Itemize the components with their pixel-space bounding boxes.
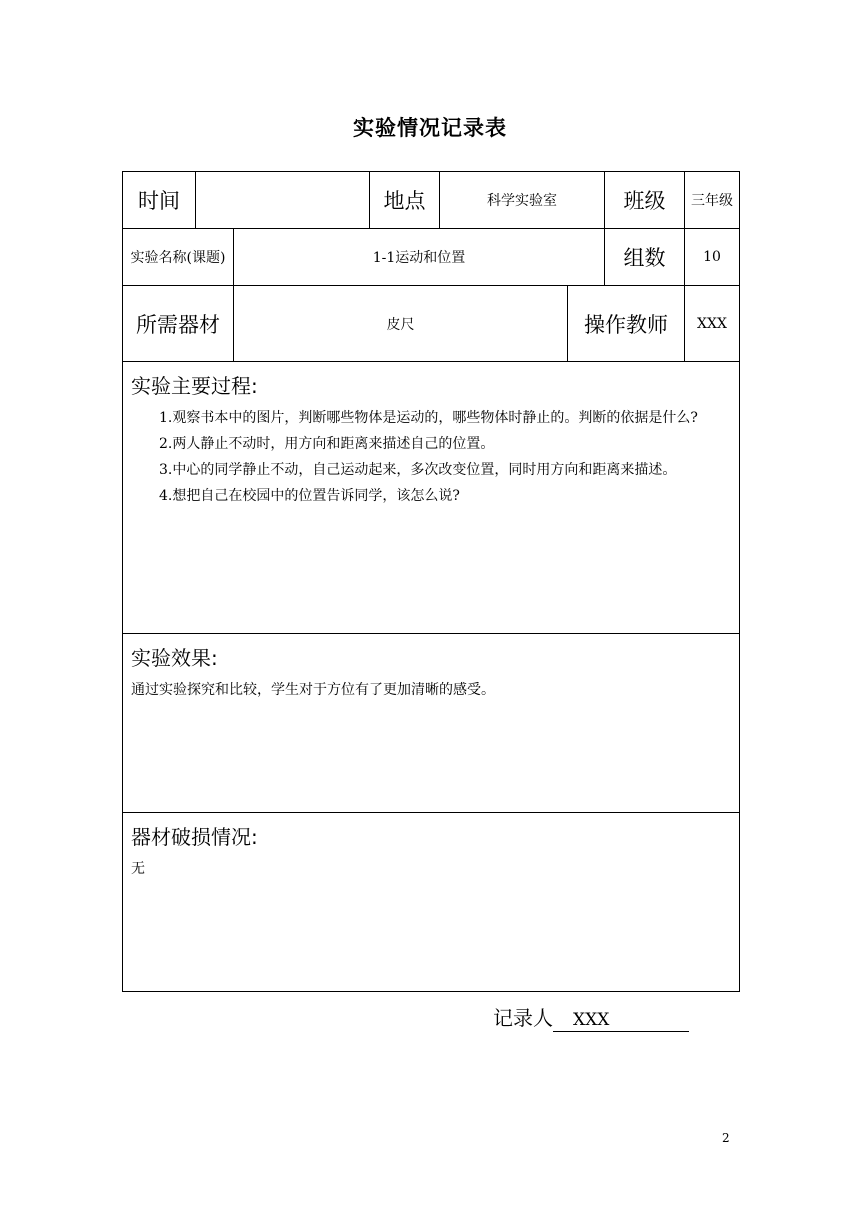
process-section [123,362,740,634]
teacher-value: XXX [685,286,740,362]
recorder-label: 记录人 [493,1006,553,1030]
document-title: 实验情况记录表 [353,116,507,140]
experiment-value: 1-1运动和位置 [234,229,605,286]
equipment-label: 所需器材 [123,286,234,362]
equipment-value: 皮尺 [234,286,568,362]
groups-label: 组数 [605,229,685,286]
damage-text: 无 [131,861,145,877]
table-row-equipment [123,286,740,362]
place-value: 科学实验室 [440,172,605,229]
time-value [196,172,370,229]
experiment-label: 实验名称(课题) [123,229,234,286]
page-number: 2 [722,1131,730,1145]
record-table [122,171,740,992]
class-label: 班级 [605,172,685,229]
class-value: 三年级 [685,172,740,229]
damage-section [123,813,740,992]
table-row-damage [123,813,740,992]
table-row-effect [123,634,740,813]
process-step: 3.中心的同学静止不动，自己运动起来，多次改变位置，同时用方向和距离来描述。 [159,462,677,478]
recorder-value: XXX [553,1009,689,1032]
effect-text: 通过实验探究和比较，学生对于方位有了更加清晰的感受。 [131,682,495,698]
effect-section [123,634,740,813]
process-step: 4.想把自己在校园中的位置告诉同学，该怎么说? [159,488,460,504]
table-row-time-place [123,172,740,229]
table-row-process [123,362,740,634]
table-row-experiment [123,229,740,286]
effect-heading: 实验效果: [131,646,218,670]
process-step: 1.观察书本中的图片，判断哪些物体是运动的，哪些物体时静止的。判断的依据是什么? [159,410,698,426]
time-label: 时间 [123,172,196,229]
place-label: 地点 [370,172,440,229]
teacher-label: 操作教师 [568,286,685,362]
process-heading: 实验主要过程: [131,374,258,398]
groups-value: 10 [685,229,740,286]
damage-heading: 器材破损情况: [131,825,258,849]
process-step: 2.两人静止不动时，用方向和距离来描述自己的位置。 [159,436,495,452]
recorder-line [493,1002,689,1032]
